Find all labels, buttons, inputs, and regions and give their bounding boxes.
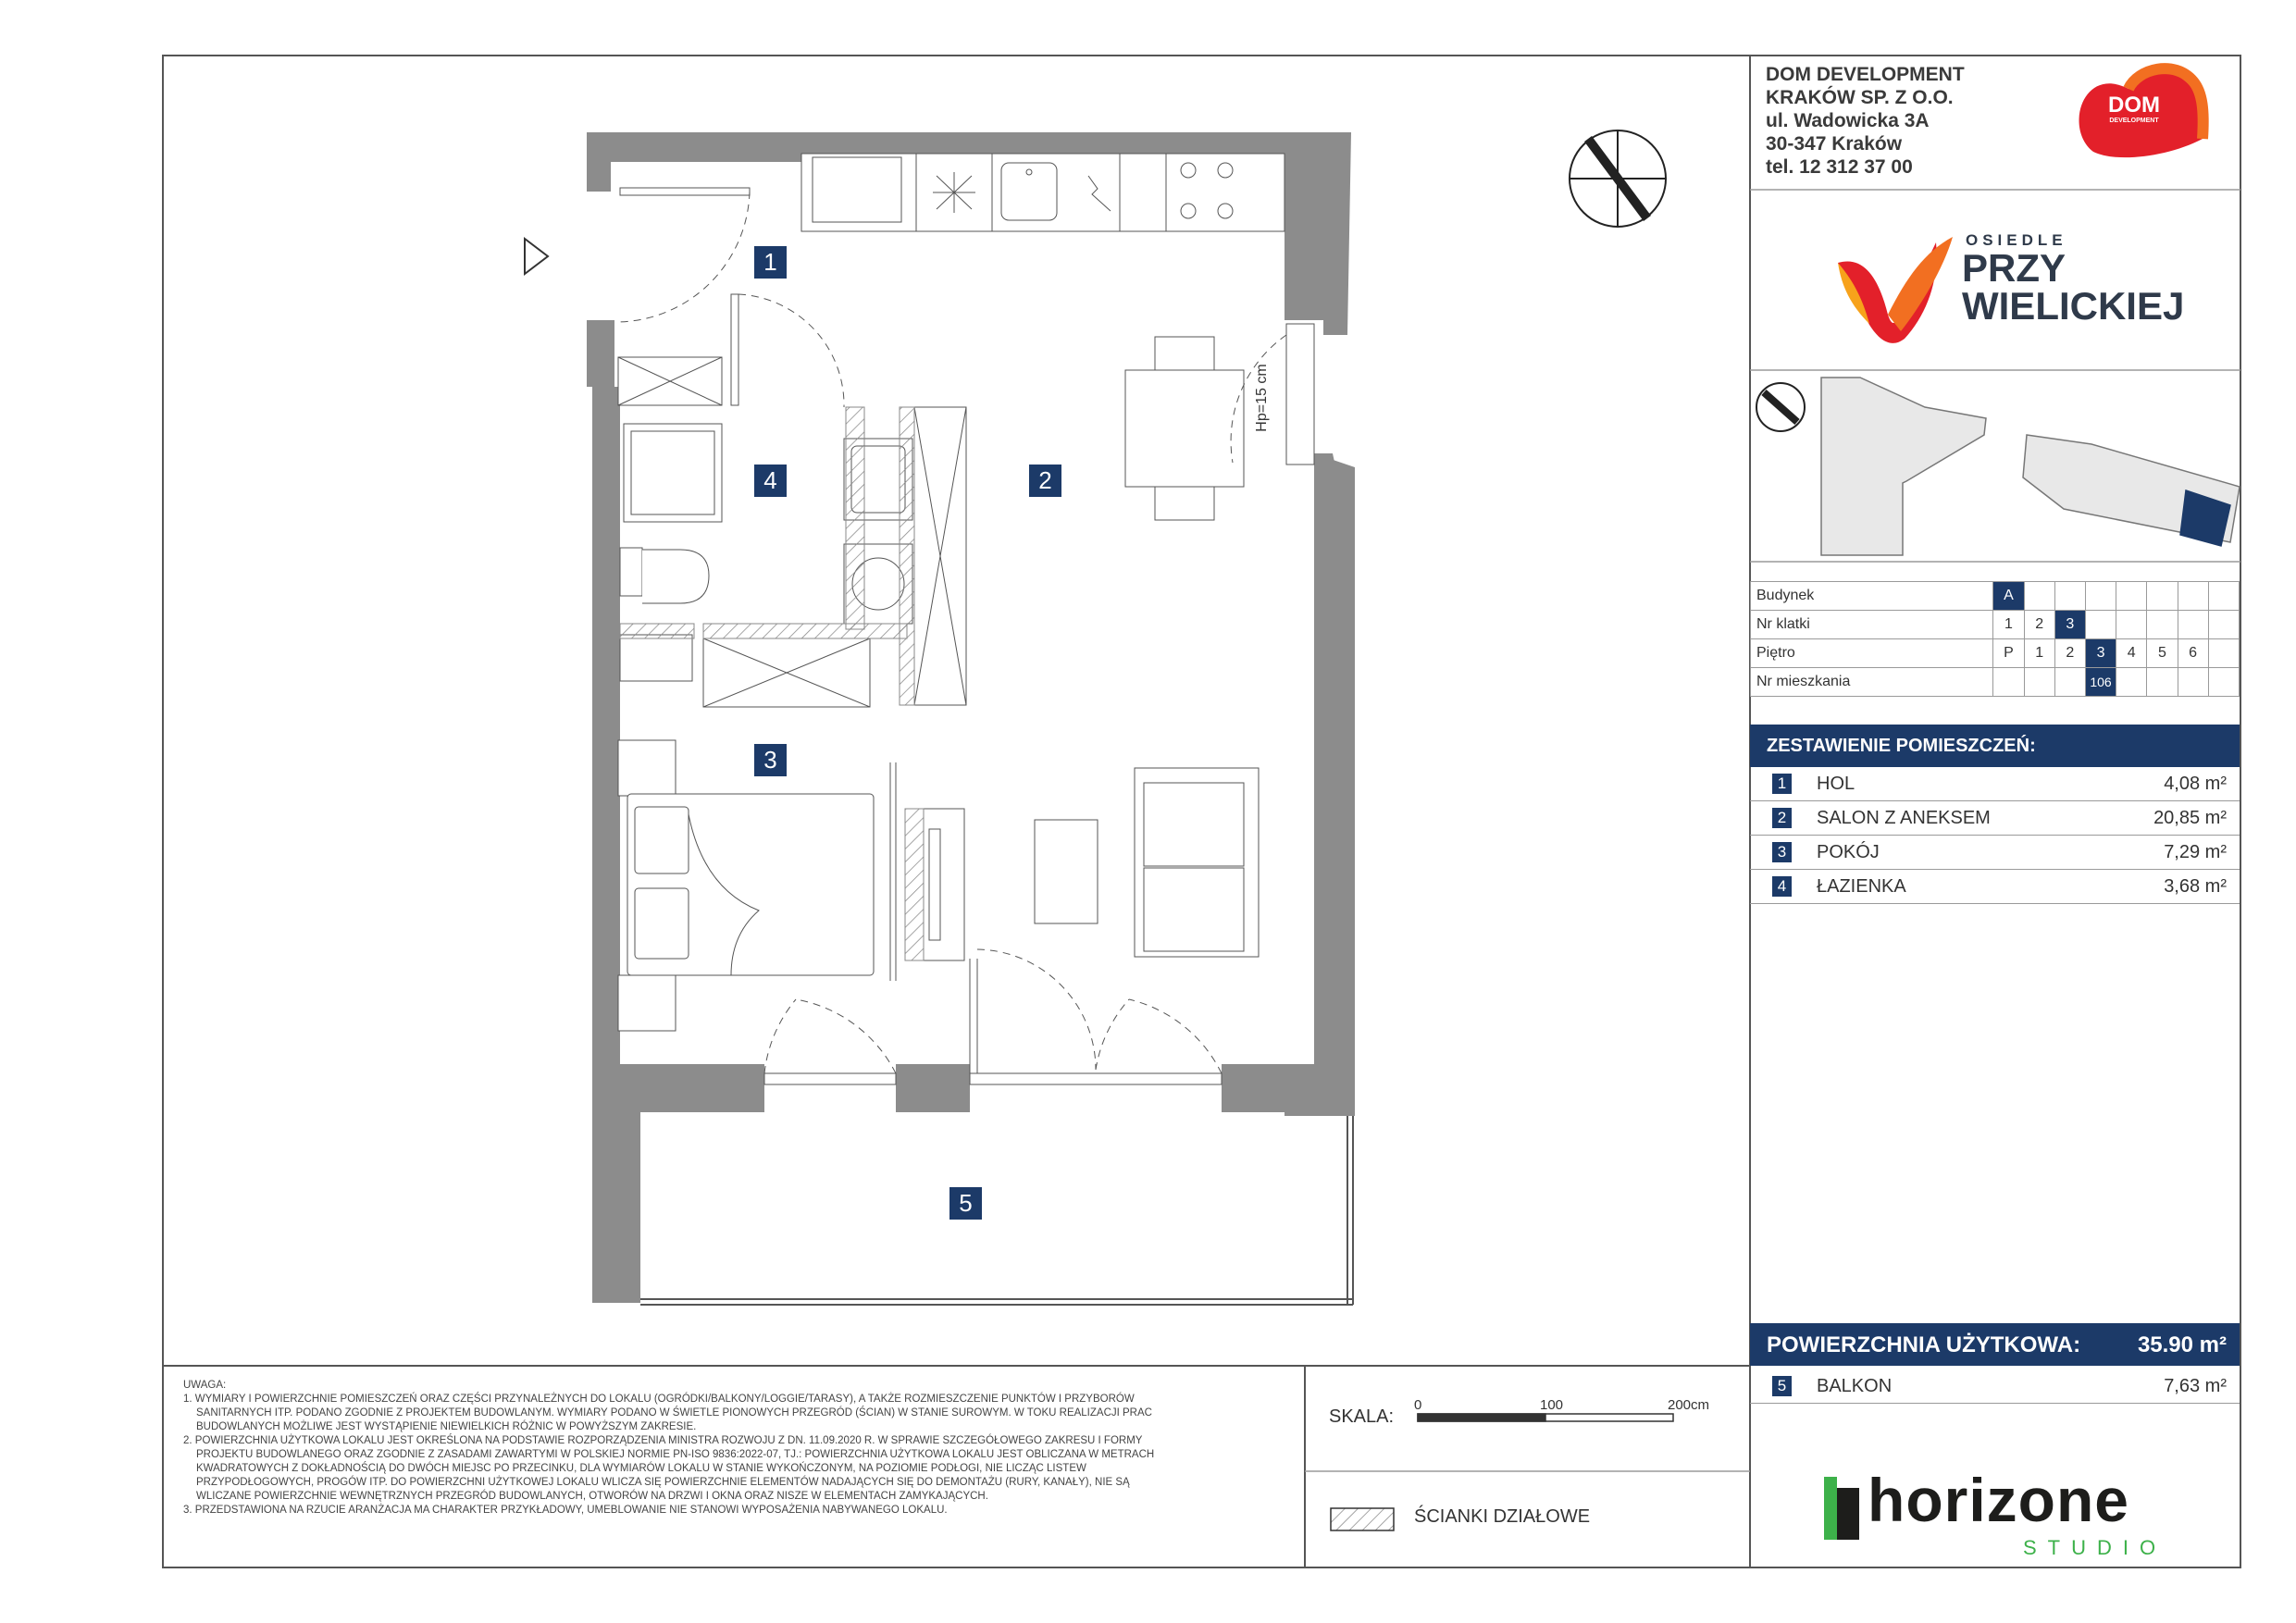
bed (618, 740, 874, 1031)
klatka-value: 2 (2024, 611, 2054, 639)
note-line: 2. POWIERZCHNIA UŻYTKOWA LOKALU JEST OKREŚLONA NA PODSTAWIE ROZPORZĄDZENIA MINISTRA ROZWOJU Z DN. 11.09.2020 R. W SPRAWIE SZCZEGÓŁOWEGO ZAKRESU I FORMY (183, 1435, 1143, 1446)
pietro-label: Piętro (1751, 639, 1993, 668)
note-line: PRZYPODŁOGOWYCH, PROGÓW ITP. DO POWIERZCHNI UŻYTKOWEJ LOKALU WLICZA SIĘ POWIERZCHNIE ELEMENTÓW NADAJĄCYCH SIĘ DO DEMONTAŻU (RURY, KANAŁY), NIE SĄ (196, 1477, 1130, 1488)
company-line: DOM DEVELOPMENT (1766, 64, 1965, 85)
pietro-value: 6 (2178, 639, 2208, 668)
balcony-area: 7,63 m² (2164, 1376, 2227, 1396)
legend-hatch (1331, 1508, 1394, 1530)
plan-label-pokoj: 3 (754, 744, 787, 776)
pietro-value: 1 (2024, 639, 2054, 668)
mieszkanie-value: 106 (2085, 668, 2116, 697)
key-plan (1756, 378, 2240, 555)
bathroom-fixtures (618, 357, 912, 707)
walls (587, 132, 1355, 1303)
note-line: 3. PRZEDSTAWIONA NA RZUCIE ARANŻACJA MA CHARAKTER PRZYKŁADOWY, UMEBLOWANIE NIE STANOWI WYPOSAŻENIA NABYWANEGO LOKALU. (183, 1505, 948, 1516)
room-name: HOL (1817, 774, 1855, 794)
wardrobe (914, 407, 966, 705)
room-area: 7,29 m² (2164, 842, 2227, 862)
budynek-label: Budynek (1751, 582, 1993, 611)
note-line: 1. WYMIARY I POWIERZCHNIE POMIESZCZEŃ ORAZ CZĘŚCI PRZYNALEŻNYCH DO LOKALU (OGRÓDKI/BALKONY/LOGGIE/TARASY), A TAKŻE ROZMIESZCZENIE PUNKTÓW I PRZYBORÓW (183, 1394, 1135, 1405)
balcony-number: 5 (1772, 1376, 1792, 1396)
room-name: POKÓJ (1817, 842, 1880, 862)
scale-tick: 0 (1414, 1397, 1422, 1413)
pietro-value: P (1993, 639, 2024, 668)
row-mieszkanie (1751, 668, 2240, 697)
room-name: SALON Z ANEKSEM (1817, 808, 1991, 828)
scale-tick: 200cm (1668, 1397, 1710, 1413)
pietro-value: 2 (2054, 639, 2085, 668)
company-line: KRAKÓW SP. Z O.O. (1766, 87, 1954, 108)
room-area: 20,85 m² (2153, 808, 2227, 828)
company-line: ul. Wadowicka 3A (1766, 110, 1930, 131)
plan-label-balkon: 5 (949, 1187, 982, 1220)
room-row (1750, 836, 2240, 870)
building-info-table (1750, 581, 2240, 697)
studio-logo-sub: STUDIO (2023, 1536, 2167, 1559)
room-row (1750, 870, 2240, 904)
dom-logo-sub: DEVELOPMENT (2109, 118, 2159, 124)
window-note: Hp=15 cm (1254, 364, 1270, 432)
kitchen-counter (801, 154, 1285, 231)
rooms-header (1750, 725, 2240, 767)
plan-label-salon: 2 (1029, 465, 1061, 497)
usable-area-label: POWIERZCHNIA UŻYTKOWA: (1767, 1332, 2081, 1357)
scale-bar (1418, 1414, 1673, 1421)
room-row (1750, 801, 2240, 836)
room-area: 3,68 m² (2164, 876, 2227, 897)
company-line: tel. 12 312 37 00 (1766, 156, 1913, 178)
balcony-row (1750, 1369, 2240, 1404)
project-logo-line1: OSIEDLE (1966, 231, 2067, 249)
usable-area-bar (1750, 1323, 2240, 1366)
pietro-value: 5 (2147, 639, 2178, 668)
entrance-door (616, 188, 750, 322)
klatka-value: 3 (2054, 611, 2085, 639)
budynek-value: A (1993, 582, 2024, 611)
klatka-label: Nr klatki (1751, 611, 1993, 639)
studio-logo-word: horizone (1868, 1466, 2129, 1534)
row-klatka (1751, 611, 2240, 639)
dom-logo-text (2097, 94, 2171, 126)
note-line: SANITARNYCH ITP. PODANO ZGODNIE Z PROJEKTEM BUDOWLANYM. WYMIARY PODANO W ŚWIETLE PIONOWYCH PRZEGRÓD (ŚCIAN) W STANIE SUROWYM. W TOKU REALIZACJI PRAC (196, 1407, 1152, 1419)
note-line: WLICZANE POWIERZCHNIE WEWNĘTRZNYCH PRZEGRÓD BUDOWLANYCH, OTWORÓW NA DRZWI I OKNA ORAZ NISZE W ELEMENTACH ZAMYKAJĄCYCH. (196, 1491, 988, 1502)
przy-wielickiej-logo (1838, 237, 1953, 343)
klatka-value: 1 (1993, 611, 2024, 639)
room-area: 4,08 m² (2164, 774, 2227, 794)
row-budynek (1751, 582, 2240, 611)
pietro-value: 4 (2116, 639, 2147, 668)
scale-tick: 100 (1540, 1397, 1564, 1413)
company-line: 30-347 Kraków (1766, 133, 1903, 155)
room-name: ŁAZIENKA (1817, 876, 1906, 897)
notes-title: UWAGA: (183, 1380, 227, 1391)
balcony-name: BALKON (1817, 1376, 1893, 1396)
usable-area-value: 35.90 m² (2137, 1332, 2227, 1357)
dining-table (1125, 337, 1244, 520)
living-furniture (1035, 768, 1259, 957)
rooms-header-text: ZESTAWIENIE POMIESZCZEŃ: (1767, 736, 2036, 756)
project-logo-line3: WIELICKIEJ (1962, 284, 2185, 328)
mieszkanie-label: Nr mieszkania (1751, 668, 1993, 697)
room-number: 4 (1772, 876, 1792, 897)
room-number: 3 (1772, 842, 1792, 862)
row-pietro (1751, 639, 2240, 668)
room-number: 2 (1772, 808, 1792, 828)
notes-block (183, 1379, 1286, 1518)
legend-label: ŚCIANKI DZIAŁOWE (1414, 1506, 1591, 1527)
project-logo-text (1962, 231, 2184, 326)
room-number: 1 (1772, 774, 1792, 794)
note-line: BUDOWLANYCH MOŻLIWE JEST WYSTĄPIENIE NIEWIELKICH RÓŻNIC W POWYŻSZYM ZAKRESIE. (196, 1421, 697, 1432)
room-row (1750, 767, 2240, 801)
project-logo-line2: PRZY (1962, 246, 2066, 290)
pietro-value: 3 (2085, 639, 2116, 668)
compass-icon (1570, 130, 1666, 227)
scale-label: SKALA: (1329, 1406, 1395, 1427)
horizone-studio-logo (1824, 1477, 1859, 1540)
note-line: PROJEKTU BUDOWLANEGO ORAZ ZGODNIE Z ZASADAMI ZAWARTYMI W POLSKIEJ NORMIE PN-ISO 9836:2022-07, TJ.: POWIERZCHNIA UŻYTKOWA LOKALU JEST OBLICZANA W METRACH (196, 1449, 1155, 1460)
dom-logo-word: DOM (2108, 93, 2160, 118)
entrance-arrow (525, 239, 548, 274)
company-address (1766, 63, 1965, 179)
plan-label-lazienka: 4 (754, 465, 787, 497)
note-line: KWADRATOWYCH Z DOKŁADNOŚCIĄ DO DWÓCH MIEJSC PO PRZECINKU, DLA WYMIARÓW LOKALU W STANIE WYKOŃCZONYM, NA POZIOMIE PODŁOGI, NIE LICZĄC LISTEW (196, 1463, 1086, 1474)
plan-label-hol: 1 (754, 246, 787, 279)
